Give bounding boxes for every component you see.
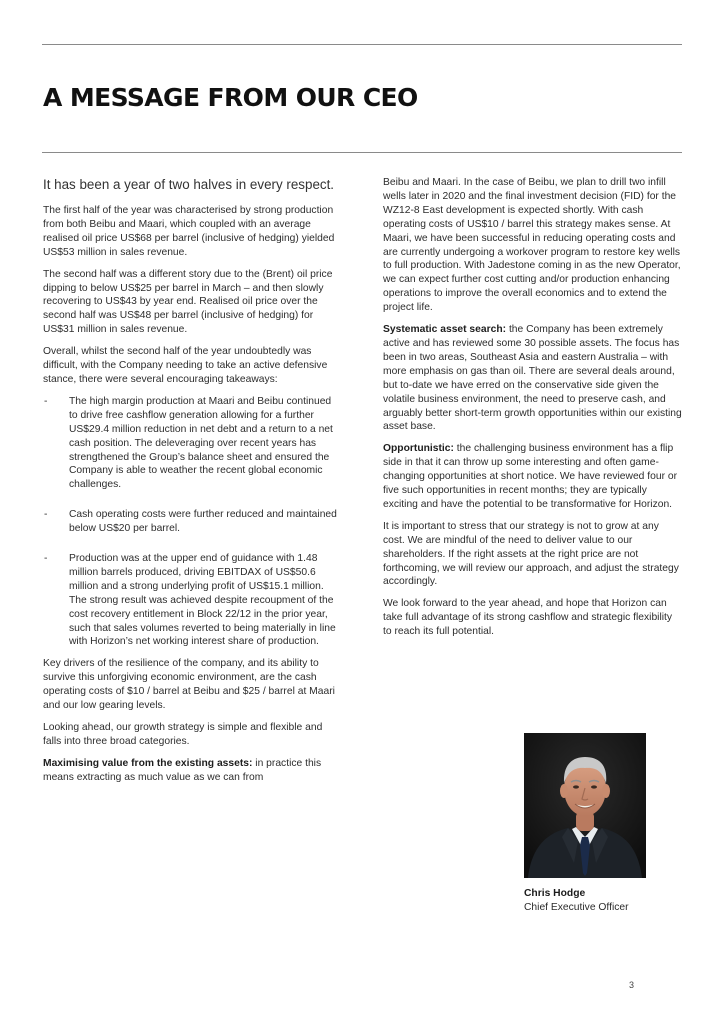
page-title: A MESSAGE FROM OUR CEO (43, 83, 418, 112)
list-item (43, 552, 340, 649)
strategy-heading-existing-assets: Maximising value from the existing assets: (43, 757, 253, 769)
ceo-title: Chief Executive Officer (524, 902, 629, 913)
paragraph (43, 757, 340, 785)
paragraph: Looking ahead, our growth strategy is simple and flexible and falls into three broad categories. (43, 722, 323, 747)
paragraph: Key drivers of the resilience of the company, and its ability to survive this unforgiving economic environment, are the cash operating costs of $10 / barrel at Beibu and $25 / barrel at Maari and our low gearing levels. (43, 658, 335, 712)
list-item-text: Production was at the upper end of guidance with 1.48 million barrels produced, driving EBITDAX of US$50.6 million and a strong underlying profit of US$15.1 million. The strong result was achieved despite recoupment of the cost recovery entitlement in Block 22/12 in the prior year, such that sales volumes reverted to being materially in line with Horizon’s net working interest share of production. (69, 553, 336, 648)
list-item-text: Cash operating costs were further reduced and maintained below US$20 per barrel. (69, 509, 337, 535)
paragraph-text: the challenging business environment has a flip side in that it can throw up some interesting and often game-changing opportunities at short notice. We have reviewed four or five such opportunities in recent months; they are typically exciting and have the potential to be transformative for Horizon. (383, 443, 678, 510)
list-item (43, 395, 340, 492)
page-number: 3 (629, 980, 635, 990)
paragraph: The first half of the year was characterised by strong production from both Beibu and Maari, which coupled with an average realised oil price US$68 per barrel (inclusive of hedging) yielded US$53 million in sales revenue. (43, 205, 335, 258)
lead-paragraph: It has been a year of two halves in every respect. (43, 177, 335, 192)
strategy-heading-asset-search: Systematic asset search: (383, 324, 507, 336)
paragraph: It is important to stress that our strategy is not to grow at any cost. We are mindful of the need to deliver value to our shareholders. If the right assets at the right price are not forthcoming, we will review our approach, and adjust the strategy accordingly. (383, 520, 679, 588)
bullet-marker: - (44, 509, 48, 521)
left-column (43, 176, 340, 793)
list-item (43, 508, 340, 536)
ceo-name: Chris Hodge (524, 888, 586, 899)
title-divider (42, 152, 682, 153)
paragraph: The second half was a different story due to the (Brent) oil price dipping to below US$25 per barrel in March – and then slowly recovering to US$43 by year end. Realised oil price over the second half was US$48 per barrel (inclusive of hedging) for US$31 million in sales revenue. (43, 268, 333, 336)
paragraph: We look forward to the year ahead, and hope that Horizon can take full advantage of its strong cashflow and strategic flexibility to reach its full potential. (383, 598, 673, 638)
paragraph (383, 442, 683, 512)
paragraph (383, 323, 683, 434)
top-divider (42, 44, 682, 45)
paragraph: Beibu and Maari. In the case of Beibu, we plan to drill two infill wells later in 2020 and the final investment decision (FID) for the WZ12-8 East development is expected shortly. With cash operating costs of US$10 / barrel this strategy makes sense. At Maari, we have been successful in reducing operating costs and are currently undergoing a workover program to restore key wells to full production. With Jadestone coming in as the new Operator, we can expect further cost cutting and/or production enhancing operations to improve the overall economics and to extend the project life. (383, 177, 681, 314)
bullet-marker: - (44, 553, 48, 565)
paragraph: Overall, whilst the second half of the year undoubtedly was difficult, with the Company needing to take an active defensive stance, there were several encouraging takeaways: (43, 346, 328, 385)
paragraph-text: in practice this means extracting as much value as we can from (43, 757, 322, 783)
takeaways-list (43, 395, 340, 650)
paragraph-text: the Company has been extremely active and has reviewed some 30 possible assets. The focus has been in two areas, Southeast Asia and eastern Australia – with more emphasis on gas than oil. There are several deals around, but to-date we have erred on the conservative side given the volatile business environment, the need to preserve cash, and arguably better short-term growth opportunities within our existing asset base. (383, 324, 682, 433)
right-column (383, 176, 683, 647)
bullet-marker: - (44, 395, 48, 407)
ceo-portrait-photo (524, 733, 646, 878)
list-item-text: The high margin production at Maari and Beibu continued to drive free cashflow generation allowing for a further US$29.4 million reduction in net debt and a return to a net cash position. The deleveraging over recent years has strengthened the Group’s balance sheet and ensured the Company is able to weather the recent global economic challenges. (69, 395, 333, 491)
strategy-heading-opportunistic: Opportunistic: (383, 443, 454, 455)
